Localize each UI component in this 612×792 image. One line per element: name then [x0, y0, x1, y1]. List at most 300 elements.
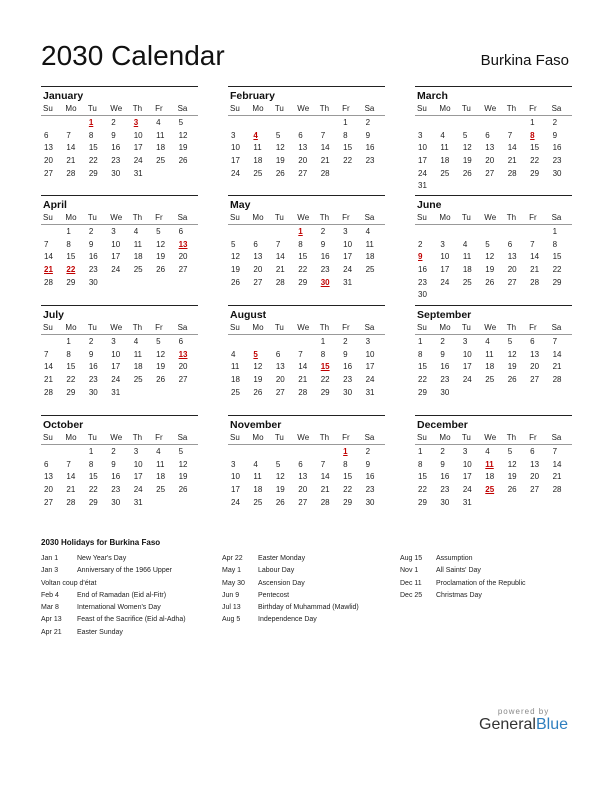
weekday-label: Mo	[439, 213, 451, 222]
day: 15	[66, 362, 76, 372]
day: 5	[485, 239, 490, 249]
day: 16	[88, 362, 98, 372]
day: 22	[320, 375, 330, 385]
day: 31	[365, 387, 375, 397]
holiday-name: Independence Day	[258, 616, 317, 624]
weekday-label: Mo	[65, 104, 77, 113]
holiday-day: 9	[418, 252, 423, 262]
day: 25	[156, 485, 166, 495]
weekday-header	[415, 322, 572, 335]
day: 29	[418, 387, 427, 397]
day: 10	[133, 459, 143, 469]
weekday-label: Su	[43, 433, 53, 442]
month-october	[41, 415, 198, 509]
day: 21	[66, 485, 76, 495]
day: 28	[66, 497, 76, 507]
day: 30	[440, 387, 450, 397]
empty-cell	[437, 117, 459, 130]
day: 17	[440, 265, 450, 275]
weekday-label: Sa	[364, 104, 375, 113]
holiday-name: Labour Day	[258, 567, 295, 575]
day: 5	[156, 337, 161, 346]
weekday-label: Mo	[252, 433, 264, 442]
holiday-name: Ascension Day	[258, 579, 305, 587]
day: 4	[156, 118, 161, 127]
day: 19	[156, 252, 166, 262]
day: 27	[178, 265, 188, 275]
day: 21	[275, 265, 285, 275]
weekday-label: Th	[319, 213, 330, 222]
weekday-label: Th	[319, 433, 330, 442]
day: 16	[320, 252, 330, 262]
day: 3	[231, 130, 236, 140]
empty-cell	[228, 446, 250, 459]
day-grid	[228, 446, 385, 509]
page-title: 2030 Calendar	[41, 40, 225, 71]
empty-cell	[415, 117, 437, 130]
day: 6	[253, 239, 258, 249]
weekday-label: Fr	[529, 323, 537, 332]
weekday-label: Fr	[155, 104, 163, 113]
weekday-label: Tu	[461, 104, 471, 113]
weekday-label: We	[297, 104, 310, 113]
weekday-label: Fr	[155, 433, 163, 442]
day: 15	[418, 472, 427, 482]
day: 14	[320, 472, 330, 482]
day: 25	[253, 168, 263, 178]
day: 20	[178, 362, 188, 372]
day: 31	[111, 387, 121, 397]
day: 10	[462, 459, 472, 469]
empty-cell	[273, 117, 295, 130]
day: 10	[418, 143, 427, 153]
holiday-row	[222, 578, 359, 590]
day: 28	[44, 277, 53, 287]
day: 27	[44, 497, 53, 507]
day: 1	[320, 337, 326, 346]
day: 18	[133, 252, 143, 262]
day: 8	[418, 349, 423, 359]
weekday-label: Tu	[274, 104, 284, 113]
weekday-label: Th	[132, 104, 143, 113]
day: 27	[507, 277, 517, 287]
day: 17	[231, 156, 240, 166]
holiday-day: 13	[178, 349, 188, 359]
empty-cell	[295, 117, 317, 130]
day: 28	[275, 277, 285, 287]
day: 9	[440, 349, 445, 359]
day: 29	[66, 277, 76, 287]
day: 24	[365, 375, 375, 385]
day: 11	[365, 239, 374, 249]
weekday-label: Su	[43, 323, 53, 332]
day: 15	[343, 143, 353, 153]
day: 10	[440, 252, 450, 262]
holiday-day: 25	[485, 485, 495, 495]
weekday-header	[228, 103, 385, 116]
holiday-day: 5	[253, 349, 258, 359]
day: 13	[275, 362, 285, 372]
day: 10	[231, 472, 240, 482]
weekday-label: Fr	[155, 213, 163, 222]
day: 25	[485, 375, 495, 385]
weekday-label: Su	[417, 323, 427, 332]
day: 7	[552, 337, 558, 346]
day: 13	[44, 472, 53, 482]
holiday-row	[41, 590, 186, 602]
day: 3	[462, 447, 468, 456]
day: 10	[133, 130, 143, 140]
day: 9	[440, 459, 445, 469]
holiday-row	[222, 590, 359, 602]
day: 19	[507, 472, 517, 482]
empty-cell	[63, 446, 85, 459]
day: 21	[320, 485, 330, 495]
day: 23	[440, 375, 450, 385]
holiday-date: May 1	[222, 567, 242, 575]
day: 4	[253, 459, 258, 469]
holiday-day: 8	[530, 130, 535, 140]
holiday-date: Feb 4	[41, 591, 59, 599]
day: 19	[485, 265, 495, 275]
weekday-label: Th	[506, 213, 517, 222]
day: 14	[275, 252, 285, 262]
day: 25	[440, 168, 450, 178]
day-grid	[41, 446, 198, 509]
day: 7	[298, 349, 303, 359]
weekday-label: Sa	[177, 433, 188, 442]
day: 22	[552, 265, 562, 275]
day: 14	[552, 349, 562, 359]
day: 15	[552, 252, 562, 262]
day-grid	[415, 117, 572, 193]
day: 4	[440, 130, 445, 140]
day: 21	[66, 156, 76, 166]
day: 13	[298, 143, 308, 153]
month-may	[228, 195, 385, 289]
weekday-label: Sa	[551, 213, 562, 222]
month-april	[41, 195, 198, 289]
day: 29	[530, 168, 540, 178]
day: 26	[253, 387, 263, 397]
day: 28	[320, 497, 330, 507]
day: 14	[298, 362, 308, 372]
day: 11	[156, 459, 165, 469]
weekday-label: We	[110, 323, 123, 332]
day: 2	[111, 118, 116, 127]
day: 10	[111, 349, 121, 359]
holiday-date: Apr 21	[41, 628, 62, 636]
day: 5	[178, 118, 184, 127]
weekday-label: Sa	[177, 323, 188, 332]
weekday-label: Sa	[551, 433, 562, 442]
day: 15	[66, 252, 76, 262]
holiday-name: Proclamation of the Republic	[436, 579, 526, 587]
day: 29	[418, 497, 427, 507]
weekday-label: Tu	[87, 323, 97, 332]
day: 17	[462, 362, 472, 372]
day: 9	[365, 459, 371, 469]
day: 14	[507, 143, 517, 153]
day: 11	[231, 362, 240, 372]
month-name: June	[417, 199, 442, 211]
weekday-label: Su	[230, 213, 240, 222]
weekday-header	[228, 322, 385, 335]
day: 12	[253, 362, 263, 372]
day: 30	[343, 387, 353, 397]
day: 23	[111, 156, 121, 166]
month-december	[415, 415, 572, 509]
month-march	[415, 86, 572, 193]
country-name: Burkina Faso	[480, 52, 569, 69]
empty-cell	[250, 336, 272, 349]
day: 19	[507, 362, 517, 372]
empty-cell	[318, 117, 340, 130]
day: 16	[418, 265, 427, 275]
weekday-header	[228, 432, 385, 445]
weekday-label: Tu	[87, 433, 97, 442]
day: 10	[111, 239, 121, 249]
weekday-label: Sa	[177, 104, 188, 113]
day: 8	[418, 459, 423, 469]
empty-cell	[460, 117, 482, 130]
day: 2	[418, 239, 423, 249]
day: 4	[485, 337, 490, 346]
day-grid	[415, 226, 572, 302]
day: 19	[178, 472, 188, 482]
day: 3	[231, 459, 236, 469]
holiday-row	[400, 553, 526, 565]
weekday-label: Fr	[342, 323, 350, 332]
day: 11	[253, 472, 262, 482]
day: 5	[156, 227, 161, 236]
weekday-label: Su	[230, 433, 240, 442]
day: 11	[156, 130, 165, 140]
day: 24	[462, 375, 472, 385]
day: 17	[418, 156, 427, 166]
day: 19	[178, 143, 188, 153]
day: 31	[133, 168, 143, 178]
day: 17	[133, 143, 143, 153]
weekday-label: Fr	[529, 104, 537, 113]
holiday-day: 1	[298, 227, 303, 236]
day: 18	[156, 143, 166, 153]
weekday-label: Tu	[461, 433, 471, 442]
day: 7	[66, 459, 71, 469]
day: 6	[485, 130, 490, 140]
weekday-label: We	[484, 213, 497, 222]
month-february	[228, 86, 385, 180]
day: 2	[365, 118, 371, 127]
day: 30	[111, 168, 121, 178]
weekday-label: Th	[132, 213, 143, 222]
weekday-label: We	[297, 323, 310, 332]
weekday-label: Mo	[65, 323, 77, 332]
holiday-name: Anniversary of the 1966 Upper	[77, 567, 172, 575]
day: 17	[343, 252, 353, 262]
day: 9	[365, 130, 371, 140]
day: 1	[66, 337, 71, 346]
holiday-name: Birthday of Muhammad (Mawlid)	[258, 604, 359, 612]
day: 27	[485, 168, 495, 178]
holiday-day: 13	[178, 239, 188, 249]
month-july	[41, 305, 198, 399]
day: 9	[88, 349, 94, 359]
weekday-header	[41, 212, 198, 225]
weekday-label: Th	[506, 323, 517, 332]
day: 22	[418, 485, 427, 495]
day: 3	[111, 337, 116, 346]
holiday-row	[400, 590, 526, 602]
empty-cell	[250, 117, 272, 130]
holiday-name: Easter Sunday	[77, 628, 123, 636]
day: 21	[44, 375, 53, 385]
day-grid	[41, 117, 198, 180]
day: 12	[507, 349, 517, 359]
day: 7	[320, 459, 326, 469]
day: 17	[111, 362, 121, 372]
holiday-name: New Year's Day	[77, 555, 127, 562]
day: 25	[156, 156, 166, 166]
day: 30	[88, 387, 98, 397]
holiday-row	[222, 602, 359, 614]
day: 9	[343, 349, 348, 359]
day: 20	[275, 375, 285, 385]
weekday-label: Su	[43, 104, 53, 113]
weekday-label: Su	[230, 323, 240, 332]
day: 7	[44, 349, 49, 359]
empty-cell	[250, 446, 272, 459]
holiday-date: Jul 13	[222, 604, 241, 612]
day: 28	[320, 168, 330, 178]
day: 2	[320, 227, 326, 236]
weekday-label: Mo	[439, 433, 451, 442]
day: 21	[507, 156, 517, 166]
holiday-day: 22	[66, 265, 76, 275]
holiday-row	[222, 614, 359, 626]
day: 22	[88, 485, 98, 495]
empty-cell	[295, 446, 317, 459]
weekday-label: Su	[230, 104, 240, 113]
day: 13	[485, 143, 495, 153]
day: 7	[275, 239, 281, 249]
day-grid	[228, 117, 385, 180]
day: 13	[253, 252, 263, 262]
day: 7	[320, 130, 326, 140]
empty-cell	[41, 336, 63, 349]
weekday-label: Su	[417, 433, 427, 442]
day: 26	[275, 168, 285, 178]
weekday-label: Sa	[364, 433, 375, 442]
holiday-row	[41, 627, 186, 639]
day: 28	[44, 387, 53, 397]
day: 22	[66, 375, 76, 385]
day: 20	[507, 265, 517, 275]
day: 29	[88, 497, 98, 507]
weekday-label: Th	[506, 433, 517, 442]
day: 27	[530, 485, 540, 495]
day: 27	[298, 497, 308, 507]
weekday-header	[228, 212, 385, 225]
day: 1	[343, 118, 348, 127]
day: 3	[365, 337, 371, 346]
day: 17	[111, 252, 121, 262]
day: 24	[462, 485, 472, 495]
weekday-label: We	[110, 213, 123, 222]
day: 12	[156, 349, 166, 359]
day: 3	[111, 227, 116, 236]
day: 5	[462, 130, 468, 140]
day: 21	[552, 472, 562, 482]
day: 15	[343, 472, 353, 482]
day: 22	[343, 156, 353, 166]
day: 14	[44, 252, 53, 262]
day: 18	[231, 375, 240, 385]
day: 15	[418, 362, 427, 372]
day: 3	[462, 337, 468, 346]
day: 20	[178, 252, 188, 262]
day: 13	[298, 472, 308, 482]
month-january	[41, 86, 198, 180]
day: 16	[365, 143, 375, 153]
day: 29	[320, 387, 330, 397]
day: 27	[253, 277, 263, 287]
holiday-row	[400, 565, 526, 577]
holiday-row	[41, 553, 186, 565]
day: 18	[156, 472, 166, 482]
empty-cell	[273, 446, 295, 459]
day: 16	[88, 252, 98, 262]
holiday-name: All Saints' Day	[436, 567, 481, 575]
day: 25	[365, 265, 375, 275]
day: 11	[462, 252, 472, 262]
holiday-list	[41, 538, 572, 636]
weekday-label: Sa	[551, 104, 562, 113]
day: 10	[231, 143, 240, 153]
weekday-label: We	[484, 323, 497, 332]
day: 24	[111, 375, 121, 385]
day: 5	[507, 447, 513, 456]
day: 12	[507, 459, 517, 469]
holiday-day: 4	[253, 130, 258, 140]
day: 13	[507, 252, 517, 262]
day: 3	[440, 239, 445, 249]
day: 16	[111, 143, 121, 153]
weekday-header	[41, 432, 198, 445]
holiday-day: 15	[320, 362, 330, 372]
day: 15	[530, 143, 540, 153]
day: 20	[44, 156, 53, 166]
day: 31	[462, 497, 472, 507]
day: 23	[320, 265, 330, 275]
month-june	[415, 195, 572, 302]
day: 23	[440, 485, 450, 495]
weekday-header	[415, 432, 572, 445]
day: 24	[418, 168, 427, 178]
day: 3	[343, 227, 348, 236]
day: 9	[88, 239, 94, 249]
day: 9	[111, 459, 116, 469]
weekday-label: We	[110, 104, 123, 113]
day: 25	[253, 497, 263, 507]
day: 2	[552, 118, 558, 127]
day: 22	[298, 265, 308, 275]
empty-cell	[505, 117, 527, 130]
weekday-label: Su	[417, 104, 427, 113]
day: 8	[343, 130, 348, 140]
day: 26	[485, 277, 495, 287]
day-grid	[41, 336, 198, 399]
